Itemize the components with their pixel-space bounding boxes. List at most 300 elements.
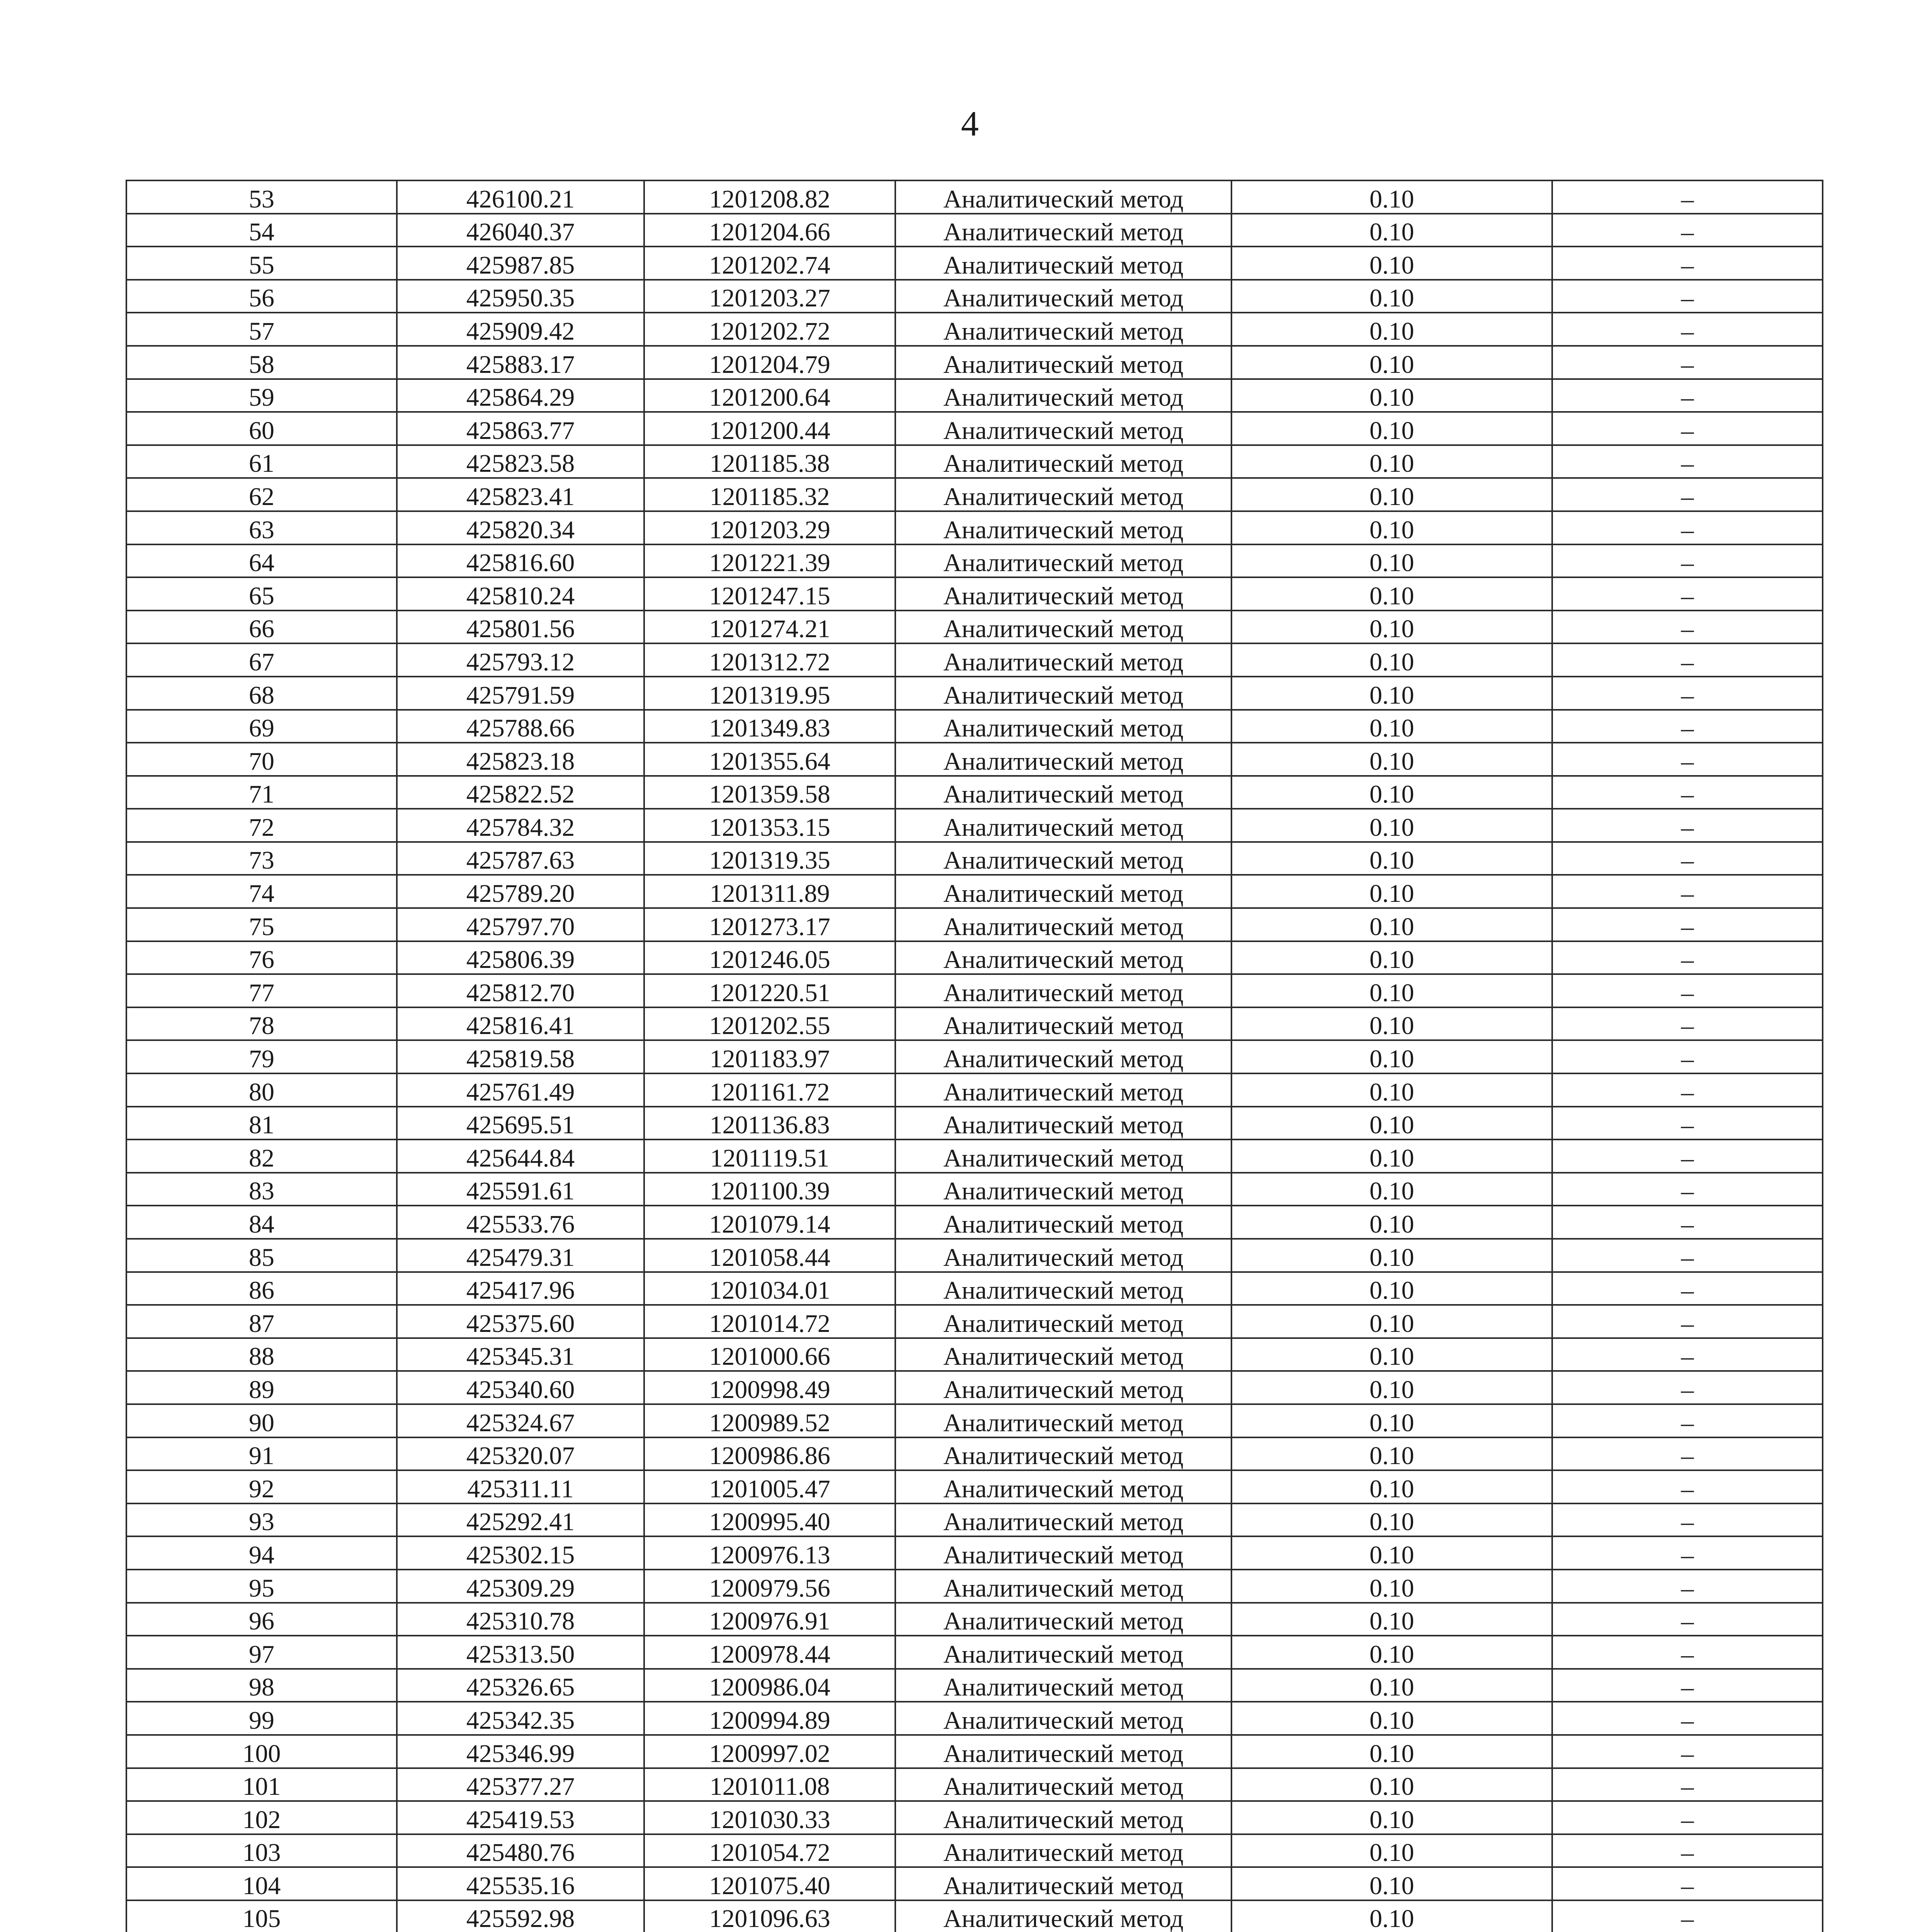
accuracy-cell	[1231, 1669, 1552, 1702]
x-coordinate-text: 425695.51	[466, 1111, 575, 1139]
x-coordinate-text: 425816.60	[466, 549, 575, 577]
note-cell	[1552, 478, 1823, 511]
x-coordinate-cell	[397, 710, 644, 743]
x-coordinate-cell	[397, 1702, 644, 1735]
x-coordinate-cell	[397, 1834, 644, 1867]
table-row	[126, 1073, 1823, 1107]
y-coordinate-cell	[644, 677, 895, 710]
point-number-cell	[126, 1404, 397, 1437]
note-text: –	[1681, 1276, 1694, 1305]
method-text: Аналитический метод	[943, 1706, 1184, 1735]
point-number-text: 90	[249, 1408, 274, 1437]
x-coordinate-cell	[397, 379, 644, 412]
y-coordinate-text: 1201274.21	[709, 615, 830, 643]
x-coordinate-text: 426100.21	[466, 185, 575, 213]
table-row	[126, 1768, 1823, 1801]
note-cell	[1552, 1107, 1823, 1140]
point-number-cell	[126, 1371, 397, 1404]
accuracy-text: 0.10	[1369, 185, 1414, 213]
accuracy-text: 0.10	[1369, 1805, 1414, 1834]
table-row	[126, 941, 1823, 975]
point-number-text: 91	[249, 1442, 274, 1470]
point-number-cell	[126, 280, 397, 313]
x-coordinate-cell	[397, 776, 644, 809]
method-cell	[895, 1636, 1231, 1669]
note-cell	[1552, 1338, 1823, 1371]
note-cell	[1552, 511, 1823, 544]
method-text: Аналитический метод	[943, 1144, 1184, 1172]
y-coordinate-cell	[644, 1272, 895, 1305]
y-coordinate-cell	[644, 214, 895, 247]
y-coordinate-text: 1201079.14	[709, 1210, 830, 1238]
method-text: Аналитический метод	[943, 1442, 1184, 1470]
method-cell	[895, 677, 1231, 710]
note-cell	[1552, 1570, 1823, 1603]
accuracy-cell	[1231, 1570, 1552, 1603]
point-number-text: 84	[249, 1210, 274, 1238]
method-text: Аналитический метод	[943, 1640, 1184, 1668]
x-coordinate-text: 425806.39	[466, 946, 575, 974]
x-coordinate-text: 425479.31	[466, 1243, 575, 1272]
method-cell	[895, 1735, 1231, 1768]
x-coordinate-text: 425340.60	[466, 1375, 575, 1404]
y-coordinate-text: 1200989.52	[709, 1408, 830, 1437]
note-text: –	[1681, 1739, 1694, 1768]
y-coordinate-text: 1201319.35	[709, 846, 830, 875]
note-text: –	[1681, 1045, 1694, 1073]
accuracy-text: 0.10	[1369, 1177, 1414, 1206]
y-coordinate-text: 1201011.08	[709, 1772, 830, 1801]
method-text: Аналитический метод	[943, 846, 1184, 875]
note-text: –	[1681, 1574, 1694, 1602]
accuracy-text: 0.10	[1369, 1772, 1414, 1801]
y-coordinate-text: 1201208.82	[709, 185, 830, 213]
accuracy-text: 0.10	[1369, 1045, 1414, 1073]
method-cell	[895, 280, 1231, 313]
accuracy-text: 0.10	[1369, 1144, 1414, 1172]
point-number-text: 70	[249, 747, 274, 776]
note-cell	[1552, 1007, 1823, 1041]
y-coordinate-cell	[644, 710, 895, 743]
y-coordinate-cell	[644, 776, 895, 809]
y-coordinate-text: 1201204.79	[709, 350, 830, 379]
x-coordinate-cell	[397, 1503, 644, 1537]
method-text: Аналитический метод	[943, 582, 1184, 610]
y-coordinate-text: 1201200.64	[709, 383, 830, 412]
table-row	[126, 1603, 1823, 1636]
x-coordinate-cell	[397, 677, 644, 710]
y-coordinate-text: 1201312.72	[709, 648, 830, 676]
point-number-cell	[126, 247, 397, 280]
accuracy-text: 0.10	[1369, 317, 1414, 345]
table-row	[126, 445, 1823, 478]
y-coordinate-cell	[644, 346, 895, 379]
method-text: Аналитический метод	[943, 1871, 1184, 1900]
point-number-cell	[126, 1139, 397, 1173]
table-row	[126, 842, 1823, 875]
note-cell	[1552, 412, 1823, 445]
note-text: –	[1681, 1838, 1694, 1867]
point-number-cell	[126, 577, 397, 611]
note-cell	[1552, 1702, 1823, 1735]
x-coordinate-text: 425326.65	[466, 1673, 575, 1702]
point-number-cell	[126, 643, 397, 677]
accuracy-text: 0.10	[1369, 1673, 1414, 1702]
x-coordinate-cell	[397, 1073, 644, 1107]
method-cell	[895, 346, 1231, 379]
y-coordinate-text: 1201202.55	[709, 1012, 830, 1040]
point-number-text: 87	[249, 1309, 274, 1338]
method-cell	[895, 643, 1231, 677]
table-row	[126, 1636, 1823, 1669]
point-number-cell	[126, 478, 397, 511]
accuracy-cell	[1231, 1371, 1552, 1404]
accuracy-cell	[1231, 1735, 1552, 1768]
note-cell	[1552, 643, 1823, 677]
x-coordinate-text: 425377.27	[466, 1772, 575, 1801]
x-coordinate-cell	[397, 478, 644, 511]
note-text: –	[1681, 449, 1694, 478]
method-cell	[895, 1570, 1231, 1603]
point-number-cell	[126, 1570, 397, 1603]
note-cell	[1552, 1404, 1823, 1437]
x-coordinate-cell	[397, 941, 644, 975]
y-coordinate-cell	[644, 1239, 895, 1272]
table-row	[126, 1107, 1823, 1140]
accuracy-cell	[1231, 1536, 1552, 1570]
accuracy-text: 0.10	[1369, 1706, 1414, 1735]
x-coordinate-cell	[397, 1139, 644, 1173]
table-row	[126, 908, 1823, 941]
y-coordinate-text: 1201034.01	[709, 1276, 830, 1305]
table-row	[126, 1338, 1823, 1371]
y-coordinate-text: 1201030.33	[709, 1805, 830, 1834]
note-text: –	[1681, 846, 1694, 875]
point-number-cell	[126, 743, 397, 776]
note-cell	[1552, 346, 1823, 379]
method-cell	[895, 1040, 1231, 1073]
y-coordinate-cell	[644, 1338, 895, 1371]
method-cell	[895, 1503, 1231, 1537]
accuracy-cell	[1231, 1702, 1552, 1735]
point-number-text: 96	[249, 1607, 274, 1636]
accuracy-text: 0.10	[1369, 615, 1414, 643]
method-cell	[895, 379, 1231, 412]
point-number-cell	[126, 544, 397, 578]
x-coordinate-cell	[397, 809, 644, 842]
table-row	[126, 1139, 1823, 1173]
x-coordinate-text: 425987.85	[466, 251, 575, 279]
accuracy-cell	[1231, 908, 1552, 941]
point-number-text: 54	[249, 218, 274, 247]
table-row	[126, 313, 1823, 346]
y-coordinate-cell	[644, 180, 895, 214]
note-text: –	[1681, 1144, 1694, 1172]
accuracy-text: 0.10	[1369, 681, 1414, 709]
accuracy-cell	[1231, 1206, 1552, 1239]
y-coordinate-cell	[644, 1371, 895, 1404]
x-coordinate-text: 425480.76	[466, 1838, 575, 1867]
note-text: –	[1681, 1210, 1694, 1238]
note-cell	[1552, 908, 1823, 941]
accuracy-cell	[1231, 1900, 1552, 1932]
note-cell	[1552, 1470, 1823, 1503]
method-cell	[895, 1206, 1231, 1239]
note-cell	[1552, 1867, 1823, 1900]
accuracy-cell	[1231, 1007, 1552, 1041]
note-text: –	[1681, 1706, 1694, 1735]
note-text: –	[1681, 813, 1694, 842]
point-number-cell	[126, 1470, 397, 1503]
y-coordinate-text: 1201058.44	[709, 1243, 830, 1272]
y-coordinate-cell	[644, 1570, 895, 1603]
point-number-cell	[126, 1073, 397, 1107]
accuracy-text: 0.10	[1369, 1739, 1414, 1768]
point-number-text: 82	[249, 1144, 274, 1172]
method-text: Аналитический метод	[943, 615, 1184, 643]
point-number-cell	[126, 974, 397, 1007]
point-number-text: 72	[249, 813, 274, 842]
x-coordinate-cell	[397, 1570, 644, 1603]
method-text: Аналитический метод	[943, 780, 1184, 809]
method-cell	[895, 180, 1231, 214]
point-number-cell	[126, 1437, 397, 1471]
point-number-text: 55	[249, 251, 274, 279]
y-coordinate-cell	[644, 313, 895, 346]
method-cell	[895, 941, 1231, 975]
x-coordinate-cell	[397, 1735, 644, 1768]
point-number-cell	[126, 1239, 397, 1272]
method-text: Аналитический метод	[943, 1673, 1184, 1702]
accuracy-cell	[1231, 478, 1552, 511]
point-number-text: 75	[249, 912, 274, 941]
x-coordinate-cell	[397, 1338, 644, 1371]
method-text: Аналитический метод	[943, 1375, 1184, 1404]
y-coordinate-text: 1201204.66	[709, 218, 830, 247]
point-number-text: 71	[249, 780, 274, 809]
y-coordinate-text: 1200998.49	[709, 1375, 830, 1404]
table-row	[126, 611, 1823, 644]
accuracy-cell	[1231, 710, 1552, 743]
y-coordinate-cell	[644, 611, 895, 644]
accuracy-cell	[1231, 1272, 1552, 1305]
note-cell	[1552, 1139, 1823, 1173]
x-coordinate-text: 425784.32	[466, 813, 575, 842]
note-text: –	[1681, 582, 1694, 610]
y-coordinate-cell	[644, 247, 895, 280]
method-text: Аналитический метод	[943, 1739, 1184, 1768]
accuracy-text: 0.10	[1369, 1375, 1414, 1404]
method-text: Аналитический метод	[943, 1210, 1184, 1238]
method-cell	[895, 875, 1231, 908]
method-text: Аналитический метод	[943, 449, 1184, 478]
accuracy-text: 0.10	[1369, 912, 1414, 941]
table-row	[126, 346, 1823, 379]
point-number-cell	[126, 1768, 397, 1801]
y-coordinate-cell	[644, 1073, 895, 1107]
x-coordinate-text: 425302.15	[466, 1541, 575, 1569]
method-text: Аналитический метод	[943, 681, 1184, 709]
method-text: Аналитический метод	[943, 1342, 1184, 1371]
point-number-text: 97	[249, 1640, 274, 1668]
note-text: –	[1681, 515, 1694, 544]
point-number-text: 73	[249, 846, 274, 875]
x-coordinate-text: 425787.63	[466, 846, 575, 875]
accuracy-cell	[1231, 1338, 1552, 1371]
note-text: –	[1681, 251, 1694, 279]
point-number-text: 83	[249, 1177, 274, 1206]
point-number-cell	[126, 875, 397, 908]
method-cell	[895, 1603, 1231, 1636]
note-cell	[1552, 941, 1823, 975]
y-coordinate-cell	[644, 908, 895, 941]
point-number-cell	[126, 445, 397, 478]
note-text: –	[1681, 549, 1694, 577]
note-text: –	[1681, 1078, 1694, 1106]
point-number-cell	[126, 214, 397, 247]
method-cell	[895, 974, 1231, 1007]
x-coordinate-cell	[397, 544, 644, 578]
y-coordinate-text: 1201100.39	[709, 1177, 830, 1206]
table-row	[126, 1040, 1823, 1073]
point-number-cell	[126, 180, 397, 214]
note-text: –	[1681, 317, 1694, 345]
point-number-cell	[126, 776, 397, 809]
accuracy-cell	[1231, 1173, 1552, 1206]
table-row	[126, 1536, 1823, 1570]
note-cell	[1552, 1173, 1823, 1206]
point-number-cell	[126, 1636, 397, 1669]
table-row	[126, 1503, 1823, 1537]
note-text: –	[1681, 1342, 1694, 1371]
accuracy-text: 0.10	[1369, 1640, 1414, 1668]
point-number-cell	[126, 1536, 397, 1570]
method-cell	[895, 1305, 1231, 1338]
accuracy-cell	[1231, 1801, 1552, 1834]
accuracy-cell	[1231, 346, 1552, 379]
accuracy-cell	[1231, 577, 1552, 611]
x-coordinate-text: 425592.98	[466, 1905, 575, 1932]
note-text: –	[1681, 978, 1694, 1007]
x-coordinate-text: 425789.20	[466, 879, 575, 908]
accuracy-cell	[1231, 214, 1552, 247]
accuracy-cell	[1231, 974, 1552, 1007]
y-coordinate-cell	[644, 1801, 895, 1834]
method-text: Аналитический метод	[943, 912, 1184, 941]
point-number-text: 62	[249, 482, 274, 511]
accuracy-text: 0.10	[1369, 350, 1414, 379]
table-row	[126, 1867, 1823, 1900]
method-text: Аналитический метод	[943, 1045, 1184, 1073]
note-cell	[1552, 1073, 1823, 1107]
x-coordinate-cell	[397, 1107, 644, 1140]
y-coordinate-text: 1201136.83	[709, 1111, 830, 1139]
accuracy-cell	[1231, 180, 1552, 214]
accuracy-text: 0.10	[1369, 582, 1414, 610]
note-text: –	[1681, 482, 1694, 511]
x-coordinate-text: 425292.41	[466, 1508, 575, 1536]
method-text: Аналитический метод	[943, 813, 1184, 842]
x-coordinate-cell	[397, 1305, 644, 1338]
method-text: Аналитический метод	[943, 218, 1184, 247]
point-number-cell	[126, 842, 397, 875]
note-cell	[1552, 743, 1823, 776]
method-text: Аналитический метод	[943, 284, 1184, 313]
note-cell	[1552, 1437, 1823, 1471]
x-coordinate-text: 425417.96	[466, 1276, 575, 1305]
note-text: –	[1681, 284, 1694, 313]
y-coordinate-text: 1201014.72	[709, 1309, 830, 1338]
table-row	[126, 1801, 1823, 1834]
accuracy-text: 0.10	[1369, 714, 1414, 743]
accuracy-cell	[1231, 1503, 1552, 1537]
note-text: –	[1681, 1442, 1694, 1470]
accuracy-cell	[1231, 280, 1552, 313]
x-coordinate-text: 425310.78	[466, 1607, 575, 1636]
x-coordinate-text: 425311.11	[467, 1475, 574, 1503]
note-cell	[1552, 180, 1823, 214]
y-coordinate-cell	[644, 544, 895, 578]
accuracy-text: 0.10	[1369, 284, 1414, 313]
accuracy-text: 0.10	[1369, 1210, 1414, 1238]
x-coordinate-text: 425863.77	[466, 416, 575, 445]
note-text: –	[1681, 1673, 1694, 1702]
accuracy-cell	[1231, 643, 1552, 677]
x-coordinate-text: 425346.99	[466, 1739, 575, 1768]
accuracy-text: 0.10	[1369, 515, 1414, 544]
coordinates-table	[126, 180, 1823, 1932]
method-cell	[895, 908, 1231, 941]
table-row	[126, 1007, 1823, 1041]
accuracy-text: 0.10	[1369, 813, 1414, 842]
note-cell	[1552, 677, 1823, 710]
note-cell	[1552, 1834, 1823, 1867]
y-coordinate-text: 1200986.04	[709, 1673, 830, 1702]
accuracy-text: 0.10	[1369, 1012, 1414, 1040]
method-text: Аналитический метод	[943, 1541, 1184, 1569]
note-cell	[1552, 577, 1823, 611]
page-number: 4	[961, 104, 979, 143]
y-coordinate-text: 1200995.40	[709, 1508, 830, 1536]
method-text: Аналитический метод	[943, 482, 1184, 511]
note-cell	[1552, 1239, 1823, 1272]
y-coordinate-cell	[644, 1900, 895, 1932]
point-number-cell	[126, 1040, 397, 1073]
point-number-text: 78	[249, 1012, 274, 1040]
note-cell	[1552, 1040, 1823, 1073]
point-number-text: 105	[242, 1905, 281, 1932]
method-cell	[895, 1139, 1231, 1173]
accuracy-text: 0.10	[1369, 1871, 1414, 1900]
method-text: Аналитический метод	[943, 1408, 1184, 1437]
table-row	[126, 577, 1823, 611]
x-coordinate-cell	[397, 1669, 644, 1702]
point-number-text: 66	[249, 615, 274, 643]
y-coordinate-cell	[644, 875, 895, 908]
point-number-cell	[126, 1173, 397, 1206]
accuracy-cell	[1231, 1867, 1552, 1900]
note-text: –	[1681, 383, 1694, 412]
y-coordinate-text: 1201247.15	[709, 582, 830, 610]
y-coordinate-cell	[644, 1305, 895, 1338]
note-cell	[1552, 875, 1823, 908]
method-cell	[895, 478, 1231, 511]
x-coordinate-cell	[397, 1470, 644, 1503]
accuracy-text: 0.10	[1369, 1508, 1414, 1536]
point-number-text: 98	[249, 1673, 274, 1702]
point-number-text: 79	[249, 1045, 274, 1073]
point-number-text: 67	[249, 648, 274, 676]
